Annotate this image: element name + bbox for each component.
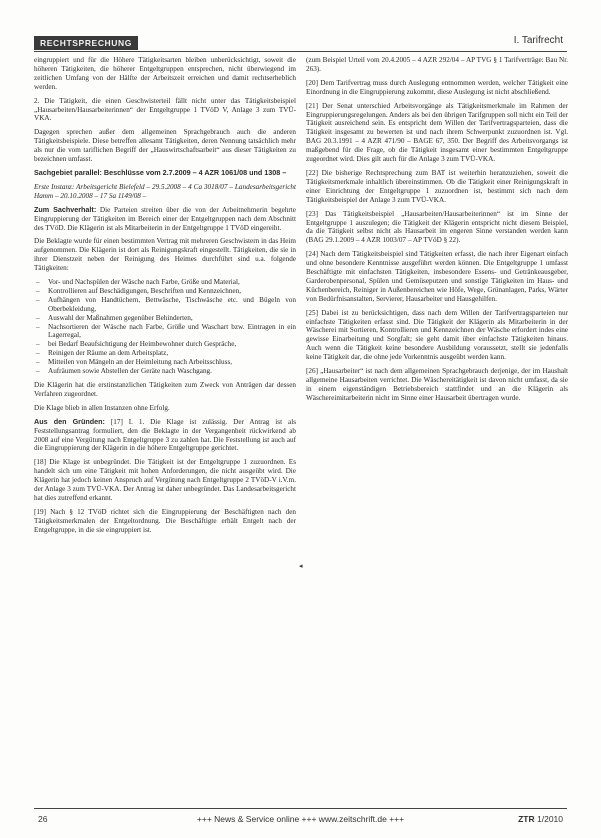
list-item: – Aufräumen sowie Abstellen der Geräte nach Waschgang. (44, 367, 296, 376)
paragraph: [18] Die Klage ist unbegründet. Die Tätigkeit ist der Entgeltgruppe 1 zuzuordnen. Es handelt sich um eine Tätigkeit mit hohen Anforderungen, die nicht ausgeübt wird. Die Klägerin hat jedoch keinen Anspruch auf Vergütung nach Entgeltgruppe 2 TVöD-V i.V.m. der Anlage 3 zum TVÜ-VKA. Der Antrag ist daher unbegründet. Das Landesarbeitsgericht hat dies zutreffend erkannt. (34, 458, 296, 502)
list-item: – Vor- und Nachspülen der Wäsche nach Farbe, Größe und Material, (44, 278, 296, 287)
paragraph: Dagegen sprechen außer dem allgemeinen Sprachgebrauch auch die anderen Tätigkeitsbeispiele. Diese betreffen allesamt Tätigkeiten, deren Nennung tatsächlich mehr als nur die vom tariflichen Begriff der „Hauswirtschaftsarbeit“ aus dieser Tätigkeiten zu bezeichnen umfasst. (34, 128, 296, 164)
paragraph: 2. Die Tätigkeit, die einen Geschwisterteil fällt nicht unter das Tätigkeitsbeispiel „Hausarbeiten/Hausarbeiterinnen“ der Entgeltgruppe 1 TVöD V, Anlage 3 zum TVÜ-VKA. (34, 96, 296, 123)
paragraph: [24] Nach dem Tätigkeitsbeispiel sind Tätigkeiten erfasst, die nach ihrer Eigenart einfach und ohne besondere Kenntnisse ausgeführt werden können. Die Entgeltgruppe 1 umfasst Beschäftigte mit einfachsten Tätigkeiten, insbesondere Essens- und Getränkeausgeber, Garderobenpersonal, Spülen und Gemüseputzen und sonstige Tätigkeiten im Haus- und Küchenbereich, Reiniger in Außenbereichen wie Höfe, Wege, Grünanlagen, Parks, Wärter von Bedürfnisanstalten, Servierer, Hausarbeiter und Hausgehilfen. (306, 250, 568, 303)
paragraph: [25] Dabei ist zu berücksichtigen, dass nach dem Willen der Tarifvertragsparteien nur einfachste Tätigkeiten erfasst sind. Die Tätigkeit der Klägerin als Mitarbeiterin in der Wäscherei mit Sortieren, Kontrollieren und Kennzeichnen der Wäsche erfordert indes eine gewisse Einarbeitung und Sorgfalt; sie geht damit über einfachste Tätigkeiten hinaus. Auch wenn die Tätigkeit keine besondere Ausbildung voraussetzt, stellt sie jedenfalls keine Tätigkeit dar, die ohne jede Vorkenntnis ausgeübt werden kann. (306, 308, 568, 362)
court-reference: Sachgebiet parallel: Beschlüsse vom 2.7.2009 – 4 AZR 1061/08 und 1308 – (34, 167, 287, 177)
paragraph: [22] Die bisherige Rechtsprechung zum BAT ist weiterhin heranzuziehen, soweit die Tätigkeitsmerkmale inhaltlich übereinstimmen. Ob die Tätigkeit einer Reinigungskraft in einer Einrichtung der Entgeltgruppe 1 zuzuordnen ist, bestimmt sich nach dem Tätigkeitsbeispiel der Anlage 3 zum TVÜ-VKA. (306, 168, 568, 204)
list-item: – Reinigen der Räume an dem Arbeitsplatz, (44, 349, 296, 358)
list-item: – Mitteilen von Mängeln an der Heimleitung nach Arbeitsschluss, (44, 358, 296, 367)
list-item: – Auswahl der Maßnahmen gegenüber Behinderten, (44, 314, 296, 323)
gruende-text: [17] I. 1. Die Klage ist zulässig. Der Antrag ist als Feststellungsantrag formuliert, den die Beklagte in der Vergangenheit rückwirkend ab 2008 auf eine Vergütung nach Entgeltgruppe 3 zu zahlen hat. Die Feststellung ist auch auf die Eingruppierung der Klägerin in die höhere Entgeltgruppe gerichtet. (34, 417, 296, 453)
paragraph: [23] Das Tätigkeitsbeispiel „Hausarbeiten/Hausarbeiterinnen“ ist im Sinne der Entgeltgruppe 1 auszulegen; die Tätigkeit der Klägerin entspricht nicht diesem Beispiel, da die Tätigkeit selbst nicht als Hausarbeit im engeren Sinne verstanden werden kann (BAG 29.1.2009 – 4 AZR 1003/07 – AP TVöD § 22). (306, 209, 568, 245)
sachverhalt-text: Die Parteien streiten über die von der Arbeitnehmerin begehrte Eingruppierung der Tätigkeiten im Bereich einer der Entgeltgruppen nach dem Abschnitt des TVöD. Die Klägerin ist als Mitarbeiterin in der Entgeltgruppe 1 TVöD eingereiht. (34, 205, 296, 232)
page-number: 26 (38, 814, 48, 824)
sachverhalt-paragraph (34, 206, 296, 233)
magazine-name: ZTR (518, 814, 535, 824)
list-item: – Kontrollieren auf Beschädigungen, Beschriften und Kennzeichnen, (44, 287, 296, 296)
paragraph: Die Klage blieb in allen Instanzen ohne Erfolg. (34, 403, 170, 412)
list-item: – bei Bedarf Beaufsichtigung der Heimbewohner durch Gespräche, (44, 340, 296, 349)
paragraph: (zum Beispiel Urteil vom 20.4.2005 – 4 AZR 292/04 – AP TVG § 1 Tarifverträge: Bau Nr. 263). (306, 56, 568, 73)
list-item: – Nachsortieren der Wäsche nach Farbe, Größe und Waschart bzw. Eintragen in ein Lagerregal, (44, 323, 296, 341)
footer-rule (34, 808, 567, 809)
category-heading: I. Tarifrecht (513, 35, 563, 46)
gruende-paragraph (34, 418, 296, 454)
paragraph: eingruppiert und für die Höhere Tätigkeitsarten bleiben unberücksichtigt, soweit die höheren Tätigkeiten, die höherer Entgeltgruppen entsprechen, nicht überwiegend im zeitlichen Umfang von der Hälfte der Arbeitszeit erreichen und damit rechtserheblich werden. (34, 56, 296, 91)
left-column (34, 56, 296, 540)
footer-link[interactable]: +++ News & Service online +++ www.zeitschrift.de +++ (196, 814, 405, 824)
header-rule (34, 51, 567, 52)
paragraph: [21] Der Senat unterschied Arbeitsvorgänge als Tätigkeitsmerkmale im Rahmen der Eingruppierungsregelungen. Anders als bei den übrigen Tarifgruppen soll nicht ein Teil der Tätigkeit ausreichend sein. Es entspricht dem Willen der Tarifvertragsparteien, dass die Tätigkeit insgesamt zu bewerten ist und nach ihrem Schwerpunkt zuzuordnen ist. Vgl. BAG 20.3.1991 – 4 AZR 471/90 – BAGE 67, 350. Der Begriff des Arbeitsvorgangs ist maßgebend für die Frage, ob die Tätigkeit insgesamt einer bestimmten Entgeltgruppe zugeordnet wird. Dies gilt auch für die Anlage 3 zum TVÜ-VKA. (306, 101, 568, 164)
list-item: – Aufhängen von Handtüchern, Bettwäsche, Tischwäsche etc. und Bügeln von Oberbekleidung, (44, 296, 296, 314)
instance-note: Erste Instanz: Arbeitsgericht Bielefeld – 29.5.2008 – 4 Ca 3018/07 – Landesarbeitsgericht Hamm – 20.10.2008 – 17 Sa 1149/08 – (34, 182, 296, 200)
section-tag: RECHTSPRECHUNG (34, 36, 138, 50)
paragraph: Die Beklagte wurde für einen bestimmten Vertrag mit mehreren Geschwistern in das Heim aufgenommen. Die Klägerin ist dort als Reinigungskraft eingestellt. Tätigkeiten, die sie in ihrer Dienstzeit neben der Reinigung des Heimes durchführt sind u.a. folgende Tätigkeiten: (34, 237, 296, 273)
margin-marker-icon: ◂ (299, 562, 303, 570)
paragraph: [26] „Hausarbeiter“ ist nach dem allgemeinen Sprachgebrauch derjenige, der im Haushalt allgemeine Hausarbeiten verrichtet. Die Wäschereitätigkeit ist davon nicht umfasst, da sie in einem eigenständigen Betriebsbereich stattfindet und an die Klägerin als Wäschereimitarbeiterin nicht im Sinne einer Hausarbeit übertragen wurde. (306, 367, 568, 402)
task-list (34, 278, 296, 376)
paragraph: [19] Nach § 12 TVöD richtet sich die Eingruppierung der Beschäftigten nach den Tätigkeitsmerkmalen der Entgeltordnung. Die Beschäftigte erhält Entgelt nach der Entgeltgruppe, in die sie eingruppiert ist. (34, 507, 296, 534)
issue-number: 1/2010 (537, 814, 563, 824)
gruende-title: Aus den Gründen: (34, 416, 105, 426)
paragraph: [20] Dem Tarifvertrag muss durch Auslegung entnommen werden, welcher Tätigkeit eine Einordnung in die Eingruppierung zukommt, diese Auslegung ist nicht abschließend. (306, 78, 568, 96)
paragraph: Die Klägerin hat die erstinstanzlichen Tätigkeiten zum Zweck von Anträgen dar dessen Verfahren zugeordnet. (34, 381, 296, 398)
issue-info (518, 814, 563, 824)
right-column (306, 56, 568, 408)
sachverhalt-title: Zum Sachverhalt: (34, 204, 97, 214)
